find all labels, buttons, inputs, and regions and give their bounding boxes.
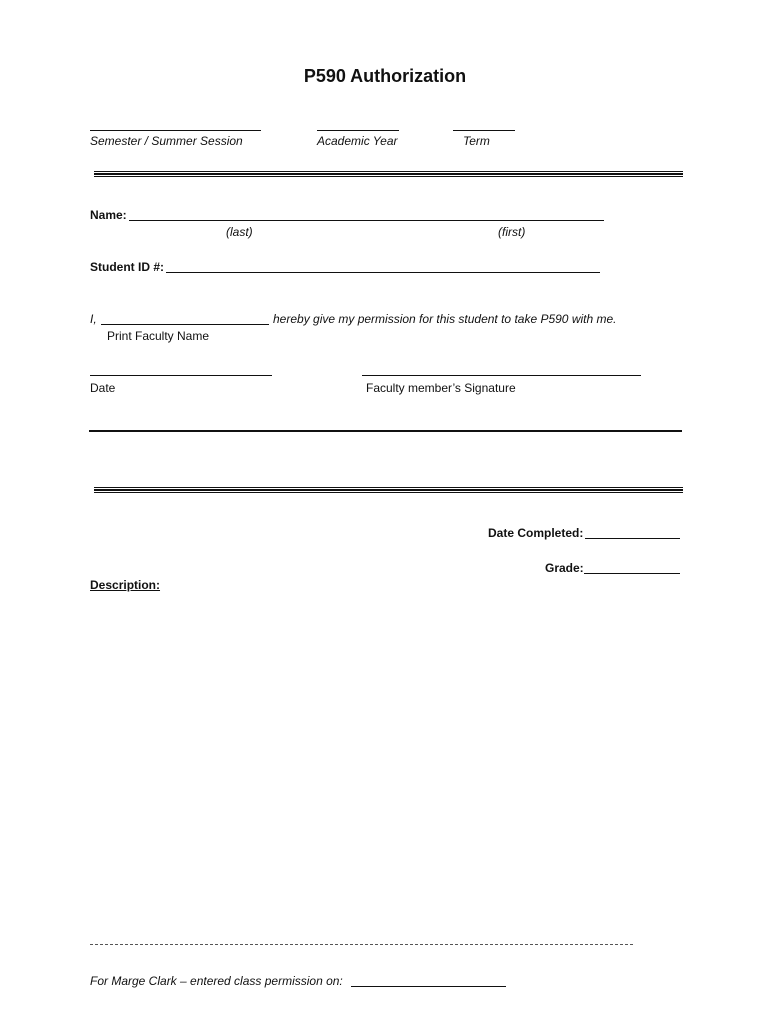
faculty-name-field-line[interactable]: [101, 324, 269, 325]
print-faculty-name-label: Print Faculty Name: [107, 329, 210, 343]
date-completed-label: Date Completed:: [488, 526, 584, 540]
last-name-hint: (last): [226, 225, 253, 239]
student-id-label: Student ID #:: [90, 260, 164, 274]
completion-section-divider: [94, 487, 683, 493]
signature-label: Faculty member’s Signature: [366, 381, 516, 395]
grade-field-line[interactable]: [584, 573, 680, 574]
date-label: Date: [90, 381, 116, 395]
grade-label: Grade:: [545, 561, 584, 575]
cut-line: [90, 944, 633, 945]
permission-date-field-line[interactable]: [351, 986, 506, 987]
section-rule: [89, 430, 682, 432]
signature-field-line[interactable]: [362, 375, 641, 376]
term-field-line[interactable]: [453, 130, 515, 131]
permission-prefix: I,: [90, 312, 97, 326]
first-name-hint: (first): [498, 225, 526, 239]
academic-year-label: Academic Year: [317, 134, 398, 148]
name-label: Name:: [90, 208, 127, 222]
term-label: Term: [463, 134, 490, 148]
permission-statement: hereby give my permission for this student to take P590 with me.: [273, 312, 617, 326]
permission-note-label: For Marge Clark – entered class permission on:: [90, 974, 343, 988]
student-id-field-line[interactable]: [166, 272, 600, 273]
academic-year-field-line[interactable]: [317, 130, 399, 131]
semester-field-line[interactable]: [90, 130, 261, 131]
form-title: P590 Authorization: [303, 66, 467, 86]
name-field-line[interactable]: [129, 220, 604, 221]
description-label: Description:: [90, 578, 161, 592]
section-divider: [94, 171, 683, 177]
date-field-line[interactable]: [90, 375, 272, 376]
date-completed-field-line[interactable]: [585, 538, 680, 539]
semester-label: Semester / Summer Session: [90, 134, 243, 148]
